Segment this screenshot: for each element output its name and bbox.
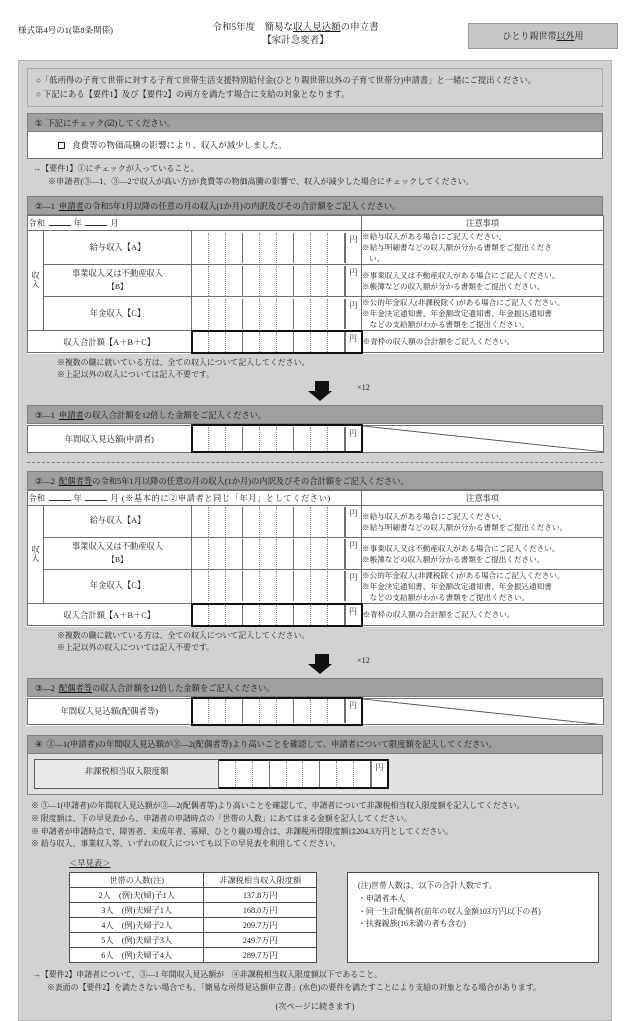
- row-label-sub: 【B】: [107, 554, 128, 564]
- wareki-date-cell[interactable]: [28, 491, 362, 506]
- table-row: [28, 265, 604, 297]
- notes-column-header: 注意事項: [362, 216, 604, 231]
- table-row: [28, 506, 604, 538]
- multiply-arrow-row-1: [27, 381, 603, 405]
- row-label-text: 年金収入【C】: [89, 308, 146, 318]
- use-type-badge: [468, 23, 618, 49]
- section-2-1-header: [27, 196, 603, 215]
- page-title: [113, 22, 468, 48]
- badge-suffix: 用: [574, 31, 584, 41]
- multiplier-label: ×12: [357, 656, 370, 666]
- spouse-income-table: [27, 490, 604, 627]
- diagonal-blocked-cell: [362, 698, 604, 725]
- row-label-text: 事業収入又は不動産収入: [71, 542, 164, 552]
- yen-unit: 円: [345, 605, 361, 625]
- note-line: ※事業収入又は不動産収入がある場合にご記入ください。: [362, 543, 560, 553]
- wareki-year-unit: 年: [73, 219, 83, 229]
- note-cell-salary: [362, 506, 604, 538]
- digit-input-pension[interactable]: [192, 570, 362, 604]
- row-label-business: [44, 265, 192, 297]
- section-3-2-number: ③—2: [35, 683, 55, 693]
- wareki-era: 令和: [28, 219, 46, 229]
- section-1-number: ①: [35, 118, 43, 128]
- digit-input-business[interactable]: [192, 538, 362, 570]
- yen-unit: 円: [345, 571, 361, 601]
- note-line: などの支給額がわかる書類をご提出ください。: [362, 320, 530, 330]
- digit-input-annual-applicant[interactable]: [192, 425, 362, 452]
- digit-input-business[interactable]: [192, 265, 362, 297]
- section-4-notes: [27, 795, 603, 853]
- form-sheet: [18, 60, 612, 1021]
- applicant-income-table: [27, 215, 604, 354]
- household-size: 6人 (例)夫婦子4人: [70, 948, 204, 963]
- section-3-2-header: [27, 678, 603, 697]
- note-cell-salary: [362, 231, 604, 265]
- note-line: ※給与明細書などの収入額が分かる書類をご提出くださ: [362, 243, 552, 253]
- section-3-2-title-rest: の収入合計額を12倍した金額をご記入ください。: [92, 683, 275, 693]
- section-1-check-block[interactable]: [27, 132, 603, 159]
- row-label-business: [44, 538, 192, 570]
- table-total-row: [28, 331, 604, 353]
- wareki-year-blank[interactable]: [49, 500, 71, 501]
- annual-label-spouse: 年間収入見込額(配偶者等): [28, 698, 192, 725]
- row-label-text: 年金収入【C】: [89, 581, 146, 591]
- section-4-title: ③—1(申請者)の年間収入見込額が③—2(配偶者等)より高いことを確認して、申請者について限度額を記入してください。: [46, 740, 497, 750]
- row-label-sub: 【B】: [107, 281, 128, 291]
- household-note-line: ・同一生計配偶者(前年の収入金額103万円以下の者): [358, 906, 541, 916]
- yen-unit: 円: [345, 233, 361, 263]
- section-2-2-title-underline: 配偶者等: [58, 476, 93, 486]
- section-2-1-number: ②—1: [35, 201, 55, 211]
- note-cell-total: [362, 331, 604, 353]
- table-row: [70, 933, 317, 948]
- table-row: [28, 698, 604, 725]
- wareki-month-blank[interactable]: [85, 500, 107, 501]
- row-label-text: 給与収入【A】: [89, 242, 146, 252]
- digit-input-total[interactable]: [192, 331, 362, 353]
- applicant-annual-table: [27, 424, 604, 453]
- table-row: [28, 538, 604, 570]
- quick-reference-table: [69, 872, 317, 963]
- title-subtitle: 【家計急変者】: [262, 35, 329, 46]
- wareki-year-blank[interactable]: [49, 225, 71, 226]
- limit-amount: 209.7万円: [204, 918, 317, 933]
- under-note-2: ※上記以外の収入については記入不要です。: [57, 642, 215, 652]
- row-label-pension: [44, 570, 192, 604]
- total-label: 収入合計額【A＋B＋C】: [28, 331, 192, 353]
- section-4-note-3: ※ 申請者が申請時点で、障害者、未成年者、寡婦、ひとり親の場合は、非課税所得限度額は204.3万円としてください。: [31, 826, 453, 836]
- note-line: ※帳簿などの収入額が分かる書類をご提出ください。: [362, 281, 545, 291]
- digit-input-pension[interactable]: [192, 297, 362, 331]
- section-2-1-title-rest: の令和5年1月以降の任意の月の収入(1か月)の内訳及びその合計額をご記入ください。: [83, 201, 401, 211]
- section-3-1-number: ③—1: [35, 410, 55, 420]
- page-header: [0, 0, 630, 52]
- continue-next-page: (次ページに続きます): [275, 1002, 355, 1012]
- digit-input-salary[interactable]: [192, 231, 362, 265]
- table-row: [70, 888, 317, 903]
- household-note-line: (注)世帯人数は、以下の合計人数です。: [358, 881, 497, 891]
- applicant-under-notes: [27, 354, 603, 382]
- checkbox-income-decreased[interactable]: [58, 142, 65, 149]
- wareki-year-unit: 年: [73, 494, 83, 504]
- household-size: 2人 (例)夫(婦)子1人: [70, 888, 204, 903]
- limit-amount: 289.7万円: [204, 948, 317, 963]
- section-3-1-title-rest: の収入合計額を12倍した金額をご記入ください。: [83, 410, 267, 420]
- household-size: 3人 (例)夫婦子1人: [70, 903, 204, 918]
- row-label-pension: [44, 297, 192, 331]
- limit-amount: 168.0万円: [204, 903, 317, 918]
- note-line: ※公的年金収入(非課税除く)がある場合にご記入ください。: [362, 298, 565, 308]
- note-line: ※公的年金収入(非課税除く)がある場合にご記入ください。: [362, 571, 565, 581]
- income-vertical-label: 収 入: [28, 506, 44, 604]
- table-row: [28, 570, 604, 604]
- table-row: [28, 231, 604, 265]
- table-row: [28, 425, 604, 452]
- row-label-text: 給与収入【A】: [89, 516, 146, 526]
- spouse-under-notes: [27, 627, 603, 655]
- requirement-2-note: [27, 963, 603, 994]
- title-suffix: の申立書: [340, 23, 379, 33]
- note-cell-total: [362, 604, 604, 626]
- note-line: ※給与収入がある場合にご記入ください。: [362, 511, 507, 521]
- requirement-1-note: [27, 159, 603, 196]
- yen-unit: 円: [345, 507, 361, 537]
- section-4-body: [27, 754, 603, 795]
- note-line: ※事業収入又は不動産収入がある場合にご記入ください。: [362, 270, 560, 280]
- yen-unit: 円: [345, 427, 361, 451]
- section-2-2-header: [27, 471, 603, 490]
- multiplier-label: ×12: [357, 383, 370, 393]
- under-note-2: ※上記以外の収入については記入不要です。: [57, 370, 215, 379]
- section-3-2-title-underline: 配偶者等: [58, 683, 93, 693]
- yen-unit: 円: [345, 266, 361, 296]
- requirement-1-line-1: →【要件1】①にチェックが入っていること。: [33, 164, 199, 174]
- section-4-note-4: ※ 給与収入、事業収入等、いずれの収入についても以下の早見表を利用してください。: [31, 839, 341, 849]
- row-label-salary: [44, 231, 192, 265]
- household-size: 5人 (例)夫婦子3人: [70, 933, 204, 948]
- row-label-salary: [44, 506, 192, 538]
- section-4-number: ④: [35, 740, 43, 750]
- total-label: 収入合計額【A＋B＋C】: [28, 604, 192, 626]
- wareki-month-blank[interactable]: [85, 225, 107, 226]
- note-line: ※給与収入がある場合にご記入ください。: [362, 232, 507, 242]
- section-2-2-number: ②—2: [35, 476, 55, 486]
- quick-reference-title: ＜早見表＞: [69, 859, 111, 869]
- yen-unit: 円: [345, 299, 361, 329]
- notice-line-2: ○ 下記にある【要件1】及び【要件2】の両方を満たす場合に支給の対象となります。: [36, 89, 350, 99]
- table-total-row: [28, 604, 604, 626]
- section-4-note-1: ※ ③—1(申請者)の年間収入見込額が③—2(配偶者等)より高いことを確認して、申請者について非課税相当収入限度額を記入してください。: [31, 800, 525, 810]
- note-line: ※帳簿などの収入額が分かる書類をご提出ください。: [362, 554, 545, 564]
- table-row: [70, 948, 317, 963]
- yen-unit: 円: [345, 539, 361, 569]
- requirement-2-line-1: →【要件2】申請者について、③—1 年間収入見込額が ④非課税相当収入限度額以下であること。: [33, 970, 382, 980]
- yen-unit: 円: [345, 699, 361, 723]
- table-row: [70, 918, 317, 933]
- wareki-month-unit: 月: [110, 494, 120, 504]
- wareki-extra-note: (※基本的に②申請者と同じ「年月」としてください): [121, 494, 331, 504]
- checkbox-label: 食費等の物価高騰の影響により、収入が減少しました。: [72, 140, 287, 151]
- column-header-household: 世帯の人数(注): [70, 873, 204, 888]
- title-underlined: 収入見込額: [293, 23, 341, 33]
- diagonal-line-icon: [363, 426, 604, 452]
- note-cell-business: [362, 265, 604, 297]
- household-size: 4人 (例)夫婦子2人: [70, 918, 204, 933]
- spouse-annual-table: [27, 697, 604, 726]
- notes-column-header: 注意事項: [362, 491, 604, 506]
- note-cell-pension: [362, 297, 604, 331]
- section-2-2-title-rest: の令和5年1月以降の任意の月の収入(1か月)の内訳及びその合計額をご記入ください。: [92, 476, 409, 486]
- form-number: 様式第4号の1(第8条関係): [18, 25, 113, 35]
- note-line: ※給与明細書などの収入額が分かる書類をご提出ください。: [362, 522, 568, 532]
- note-cell-business: [362, 538, 604, 570]
- note-line: ※青枠の収入額の合計額をご記入ください。: [362, 337, 515, 347]
- wareki-era: 令和: [28, 494, 46, 504]
- household-note-line: ・申請者本人: [358, 893, 406, 903]
- yen-unit: 円: [371, 761, 387, 787]
- note-line: ※青枠の収入額の合計額をご記入ください。: [362, 610, 515, 620]
- section-3-1-title-underline: 申請者: [58, 410, 84, 420]
- annual-label-applicant: 年間収入見込額(申請者): [28, 425, 192, 452]
- notice-line-1: ○「低所得の子育て世帯に対する子育て世帯生活支援特別給付金(ひとり親世帯以外の子育て世帯分)申請書」と一緒にご提出ください。: [36, 76, 537, 85]
- badge-prefix: ひとり親世帯: [502, 31, 557, 41]
- diagonal-blocked-cell: [362, 425, 604, 452]
- diagonal-line-icon: [363, 699, 604, 725]
- note-line: い。: [369, 254, 385, 264]
- table-header-row: [28, 216, 604, 231]
- limit-amount: 249.7万円: [204, 933, 317, 948]
- requirement-1-line-2: ※申請者(③—1、③—2で収入が高い方)が食費等の物価高騰の影響で、収入が減少した場合にチェックしてください。: [48, 177, 474, 187]
- section-1-title: 下記にチェック(☑)してください。: [46, 118, 176, 128]
- income-vertical-label: 収 入: [28, 231, 44, 331]
- digit-input-limit[interactable]: [219, 759, 389, 789]
- note-cell-pension: [362, 570, 604, 604]
- household-definition-note: [347, 872, 599, 963]
- digit-input-salary[interactable]: [192, 506, 362, 538]
- digit-input-total[interactable]: [192, 604, 362, 626]
- table-row: [28, 297, 604, 331]
- title-prefix: 令和5年度 簡易な: [212, 23, 294, 33]
- section-1-header: [27, 113, 603, 132]
- section-3-1-header: [27, 405, 603, 424]
- yen-unit: 円: [345, 332, 361, 352]
- note-line: ※年金決定通知書、年金額改定通知書、年金振込通知書: [362, 582, 552, 592]
- section-divider: [27, 462, 603, 463]
- multiply-arrow-row-2: [27, 654, 603, 678]
- section-4-note-2: ※ 限度額は、下の早見表から、申請者の申請時点の「世帯の人数」にあてはまる金額を記入してください。: [31, 813, 412, 823]
- table-header-row: [28, 491, 604, 506]
- limit-amount: 137.8万円: [204, 888, 317, 903]
- requirement-2-line-2: ※表面の【要件2】を満たさない場合でも、「簡易な所得見込額申立書」(水色)の要件を満たすことにより支給の対象となる場合があります。: [47, 982, 541, 992]
- row-label-text: 事業収入又は不動産収入: [71, 269, 164, 279]
- quick-reference-row: [27, 872, 603, 963]
- limit-label: 非課税相当収入限度額: [34, 759, 219, 789]
- section-4-header: [27, 735, 603, 754]
- note-line: などの支給額がわかる書類をご提出ください。: [362, 593, 530, 603]
- wareki-month-unit: 月: [110, 219, 120, 229]
- household-note-line: ・扶養親族(16未満の者も含む): [358, 919, 466, 929]
- under-note-1: ※複数の職に就いている方は、全ての収入について記入してください。: [57, 630, 310, 640]
- table-header-row: [70, 873, 317, 888]
- digit-input-annual-spouse[interactable]: [192, 698, 362, 725]
- table-row: [70, 903, 317, 918]
- section-2-1-title-underline: 申請者: [58, 201, 84, 211]
- column-header-limit: 非課税相当収入限度額: [204, 873, 317, 888]
- under-note-1: ※複数の職に就いている方は、全ての収入について記入してください。: [57, 357, 310, 367]
- badge-underlined: 以外: [556, 31, 575, 41]
- note-line: ※年金決定通知書、年金額改定通知書、年金振込通知書: [362, 309, 552, 319]
- wareki-date-cell[interactable]: [28, 216, 362, 231]
- notice-box: [27, 68, 603, 107]
